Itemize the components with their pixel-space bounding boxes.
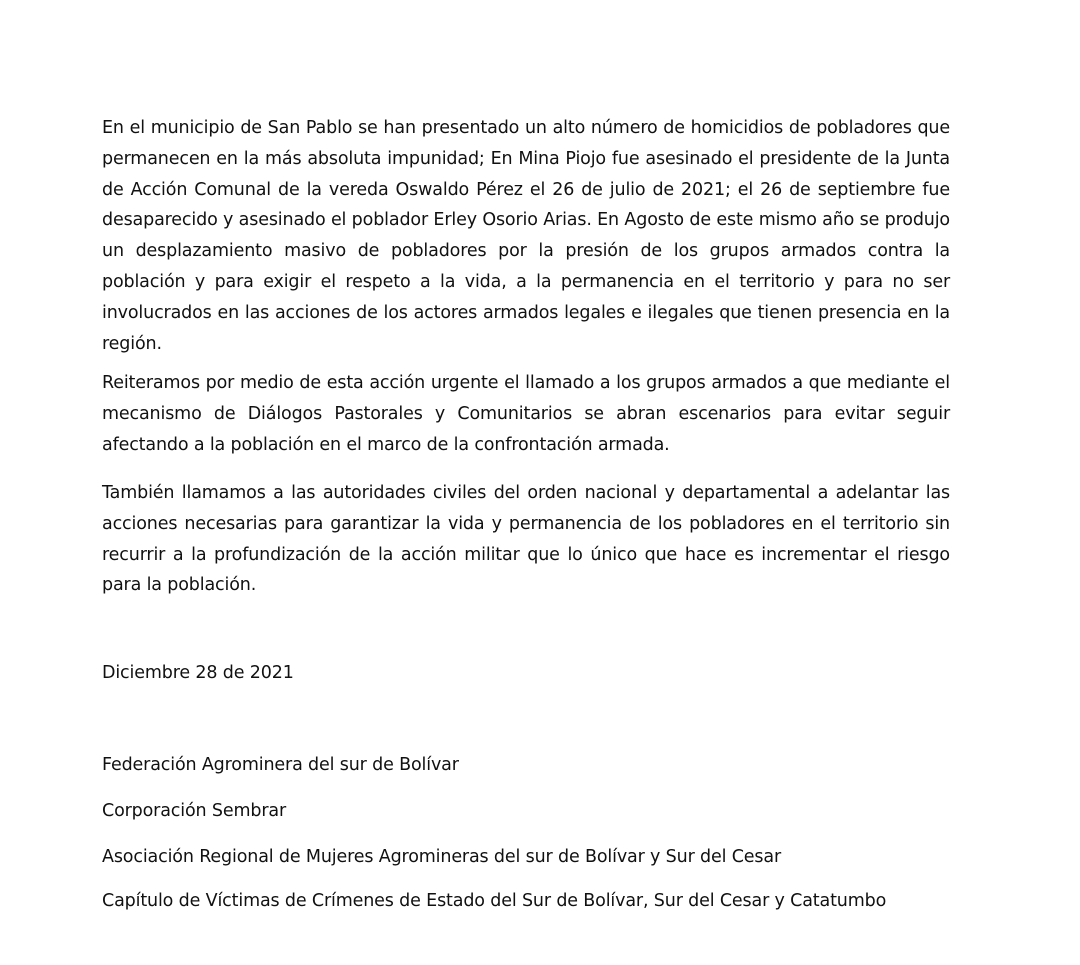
signatory: Asociación Regional de Mujeres Agromineras del sur de Bolívar y Sur del Cesar xyxy=(102,847,782,867)
paragraph-authorities-call: También llamamos a las autoridades civiles del orden nacional y departamental a adelantar las acciones necesarias para garantizar la vida y permanencia de los pobladores en el territorio sin recurrir a la profundización de la acción militar que lo único que hace es incrementar el riesgo para la población. xyxy=(102,483,950,596)
paragraph-homicides-report: En el municipio de San Pablo se han presentado un alto número de homicidios de pobladores que permanecen en la más absoluta impunidad; En Mina Piojo fue asesinado el presidente de la Junta de Acción Comunal de la vereda Oswaldo Pérez el 26 de julio de 2021; el 26 de septiembre fue desaparecido y asesinado el poblador Erley Osorio Arias. En Agosto de este mismo año se produjo un desplazamiento masivo de pobladores por la presión de los grupos armados contra la población y para exigir el respeto a la vida, a la permanencia en el territorio y para no ser involucrados en las acciones de los actores armados legales e ilegales que tienen presencia en la región. xyxy=(102,118,950,354)
paragraph-urgent-call: Reiteramos por medio de esta acción urgente el llamado a los grupos armados a que mediante el mecanismo de Diálogos Pastorales y Comunitarios se abran escenarios para evitar seguir afectando a la población en el marco de la confrontación armada. xyxy=(102,373,950,455)
signatory: Capítulo de Víctimas de Crímenes de Estado del Sur de Bolívar, Sur del Cesar y Catatumbo xyxy=(102,891,887,911)
signatory: Corporación Sembrar xyxy=(102,801,286,821)
document-date: Diciembre 28 de 2021 xyxy=(102,663,294,683)
signatory: Federación Agrominera del sur de Bolívar xyxy=(102,755,459,775)
